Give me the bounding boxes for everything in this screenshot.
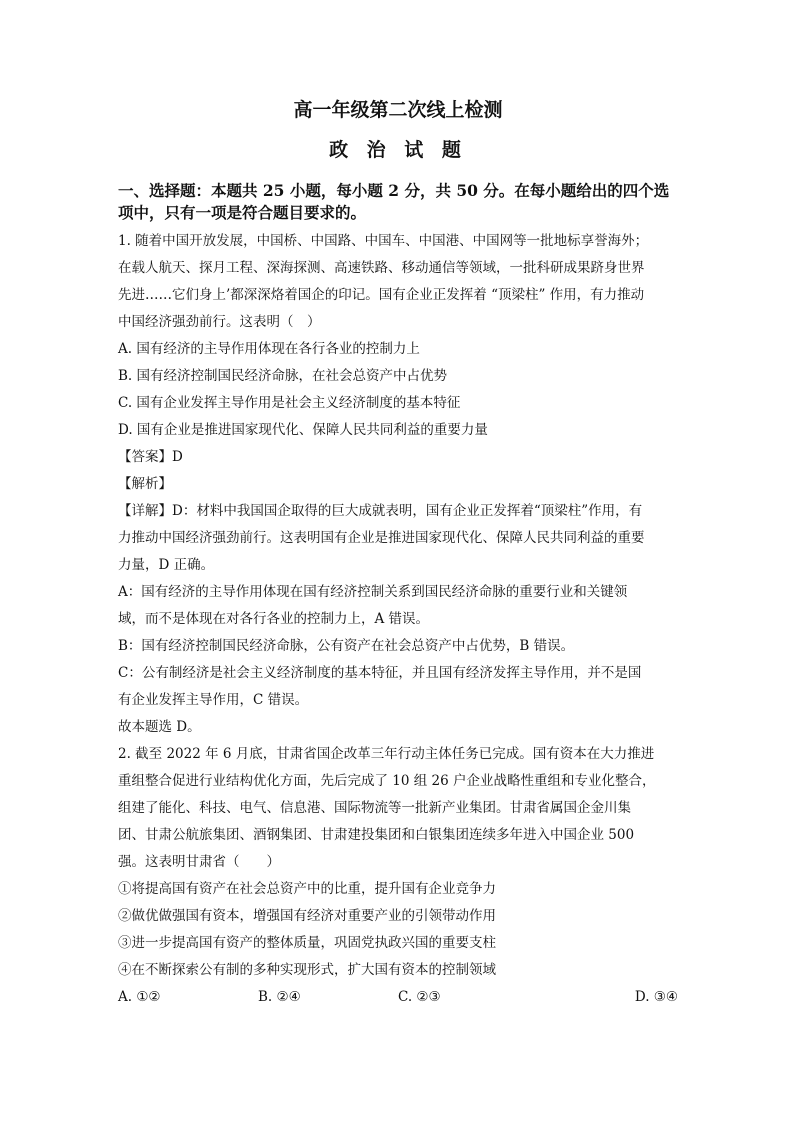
q1-analysis-line: C：公有制经济是社会主义经济制度的基本特征，并且国有经济发挥主导作用，并不是国 (118, 665, 642, 681)
q1-analysis-line: B：国有经济控制国民经济命脉，公有资产在社会总资产中占优势，B 错误。 (118, 638, 575, 654)
q2-option-d: D. ③④ (634, 989, 678, 1005)
q1-analysis-line: 有企业发挥主导作用，C 错误。 (118, 692, 309, 708)
page-subtitle: 政 治 试 题 (329, 139, 467, 161)
q2-stem-line: 重组整合促进行业结构优化方面，先后完成了 10 组 26 户企业战略性重组和专业化整合， (118, 773, 656, 789)
q2-option-a: A. ①② (118, 989, 161, 1005)
q2-option-c: C. ②③ (398, 989, 441, 1005)
q1-stem-line: 1. 随着中国开放发展，中国桥、中国路、中国车、中国港、中国网等一批地标享誉海外； (118, 233, 649, 249)
q2-stem-line: 强。这表明甘肃省（ ） (118, 854, 280, 870)
q1-analysis-line: 故本题选 D。 (118, 719, 201, 735)
q1-analysis-label: 【解析】 (118, 476, 172, 492)
q2-options-row (118, 984, 678, 1011)
q2-item-3: ③进一步提高国有资产的整体质量，巩固党执政兴国的重要支柱 (118, 935, 496, 951)
q2-item-4: ④在不断探索公有制的多种实现形式，扩大国有资本的控制领域 (118, 962, 496, 978)
q1-option-c: C. 国有企业发挥主导作用是社会主义经济制度的基本特征 (118, 395, 461, 411)
q1-analysis-line: 力量，D 正确。 (118, 557, 215, 573)
q1-option-b: B. 国有经济控制国民经济命脉，在社会总资产中占优势 (118, 368, 448, 384)
exam-page (118, 96, 678, 1011)
q1-analysis-line: 域，而不是体现在对各行各业的控制力上，A 错误。 (118, 611, 430, 627)
question-1 (118, 228, 678, 741)
q2-stem-line: 2. 截至 2022 年 6 月底，甘肃省国企改革三年行动主体任务已完成。国有资本在大力推进 (118, 746, 655, 762)
q2-stem-line: 组建了能化、科技、电气、信息港、国际物流等一批新产业集团。甘肃省属国企金川集 (118, 800, 631, 816)
q1-analysis-line: A：国有经济的主导作用体现在国有经济控制关系到国民经济命脉的重要行业和关键领 (118, 584, 628, 600)
q1-option-a: A. 国有经济的主导作用体现在各行各业的控制力上 (118, 341, 420, 357)
question-2 (118, 741, 678, 1011)
q2-stem-line: 团、甘肃公航旅集团、酒钢集团、甘肃建投集团和白银集团连续多年进入中国企业 500 (118, 827, 635, 843)
q1-stem-line: 中国经济强劲前行。这表明（ ） (118, 314, 321, 330)
q2-item-1: ①将提高国有资产在社会总资产中的比重，提升国有企业竞争力 (118, 881, 496, 897)
q1-stem-line: 先进……它们身上’都深深烙着国企的印记。国有企业正发挥着 “顶梁柱” 作用，有力推动 (118, 287, 645, 303)
q1-stem-line: 在载人航天、探月工程、深海探测、高速铁路、移动通信等领域，一批科研成果跻身世界 (118, 260, 645, 276)
q2-item-2: ②做优做强国有资本，增强国有经济对重要产业的引领带动作用 (118, 908, 496, 924)
section-heading: 一、选择题：本题共 25 小题，每小题 2 分，共 50 分。在每小题给出的四个选项中，只有一项是符合题目要求的。 (118, 181, 670, 222)
q1-analysis-line: 【详解】D：材料中我国国企取得的巨大成就表明，国有企业正发挥着“顶梁柱”作用，有 (118, 503, 643, 519)
q2-option-b: B. ②④ (258, 989, 301, 1005)
q1-answer: 【答案】D (118, 449, 183, 465)
page-title: 高一年级第二次线上检测 (293, 99, 503, 121)
q1-analysis-line: 力推动中国经济强劲前行。这表明国有企业是推进国家现代化、保障人民共同利益的重要 (118, 530, 645, 546)
q1-option-d: D. 国有企业是推进国家现代化、保障人民共同利益的重要力量 (118, 422, 488, 438)
